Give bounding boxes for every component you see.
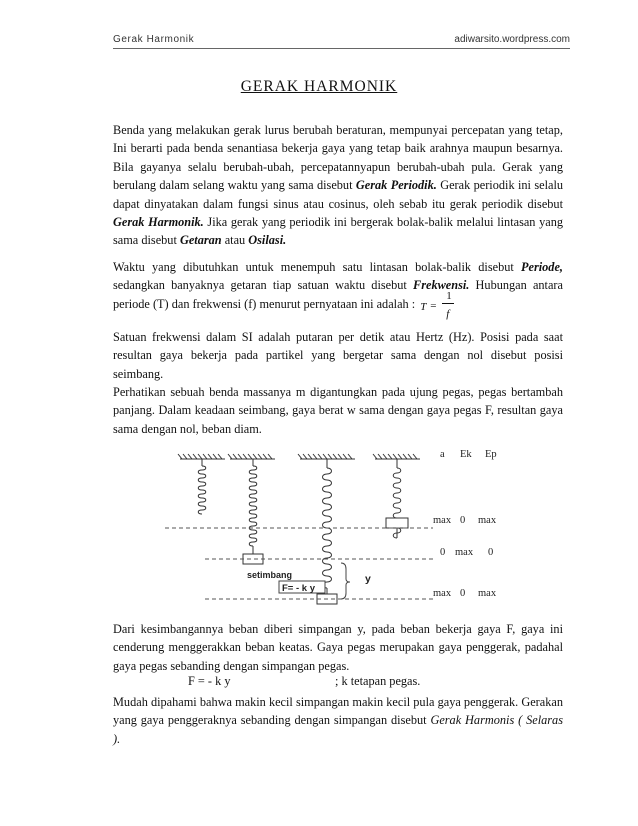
term-gerak-periodik: Gerak Periodik. [355,178,437,193]
spring-diagram [165,438,545,610]
term-frekwensi: Frekwensi. [413,278,470,293]
term-gerak-harmonik: Gerak Harmonik. [113,215,204,230]
row3-ek: 0 [460,588,466,599]
text: Jika gerak yang periodik ini bergerak bolak-balik melalui lintasan yang sama disebut [113,215,564,248]
paragraph-1 [113,121,563,250]
energy-table [433,449,497,599]
text: Mudah dipahami bahwa makin kecil simpangan makin kecil pula gaya penggerak. Gerakan yang gaya penggeraknya sebanding dengan simpangan disebut [113,695,563,728]
formula-note: ; k tetapan pegas. [335,674,421,688]
row1-ep: max [478,515,497,526]
paragraph-5: Dari kesimbangannya beban diberi simpangan y, pada beban bekerja gaya F, gaya ini cenderung menggerakkan beban keatas. Gaya pegas merupakan gaya penggerak, padahal gaya pegas sebanding dengan simpangan pegas. [113,622,563,673]
spring-unloaded [198,459,206,514]
term-periode: Periode, [520,260,563,274]
label-y: y [365,573,371,585]
header-right: adiwarsito.wordpress.com [454,34,570,45]
spring-compressed [386,459,408,538]
col-ep: Ep [485,449,497,460]
text: Hubungan antara periode (T) dan frekwensi (f) menurut pernyataan ini adalah : [113,278,563,311]
row3-ep: max [478,588,497,599]
label-force: F= - k y [282,583,315,594]
paragraph-4: Perhatikan sebuah benda massanya m digantungkan pada ujung pegas, pegas bertambah panjang. Dalam keadaan seimbang, gaya berat w sama dengan gaya pegas F, resultan gaya sama dengan nol, beban diam. [113,385,563,436]
row2-a: 0 [440,547,446,558]
formula-hooke: F = - k y [188,674,231,688]
formula-eq: = [430,299,437,312]
fraction-bar [442,303,454,304]
term-gerak-harmonis: Gerak Harmonis ( Selaras ). [113,713,563,746]
row1-ek: 0 [460,515,466,526]
page-title: GERAK HARMONIK [240,78,398,95]
label-setimbang: setimbang [247,570,293,580]
formula-lhs: T [420,300,427,313]
text: atau [221,233,249,248]
paragraph-2 [113,258,563,320]
formula-denominator: f [446,307,450,320]
formula-numerator: 1 [446,289,452,302]
paragraph-3: Satuan frekwensi dalam SI adalah putaran per detik atau Hertz (Hz). Posisi pada saat resultan gaya bekerja pada partikel yang bergetar sama dengan nol disebut posisi seimbang. [113,330,563,381]
row3-a: max [433,588,452,599]
paragraph-6 [113,693,563,748]
term-osilasi: Osilasi. [248,233,287,248]
page-header [113,34,570,49]
text: Gerak periodik ini selalu dapat dinyatakan dalam fungsi sinus atau cosinus, oleh sebab itu gerak periodik disebut [113,178,564,211]
period-formula [418,289,464,320]
term-getaran: Getaran [179,233,222,248]
text: sedangkan banyaknya getaran tiap satuan waktu disebut [113,278,413,293]
col-a: a [440,449,445,460]
text: Waktu yang dibutuhkan untuk menempuh satu lintasan bolak-balik disebut [113,260,521,274]
ceiling-supports [178,454,420,459]
row2-ek: max [455,547,474,558]
header-left: Gerak Harmonik [113,34,195,45]
displacement-brace [341,563,350,599]
text: Benda yang melakukan gerak lurus berubah beraturan, mempunyai percepatan yang tetap, Ini berarti pada benda senantiasa bekerja gaya yang tetap baik arahnya maupun besarnya. Bila gayanya selalu berubah-ubah, percepatannyapun berubah-ubah pula. Gerak yang berulang dalam selang waktu yang sama disebut [113,123,563,193]
spring-equilibrium [243,459,263,564]
col-ek: Ek [460,449,472,460]
row2-ep: 0 [488,547,494,558]
row1-a: max [433,515,452,526]
